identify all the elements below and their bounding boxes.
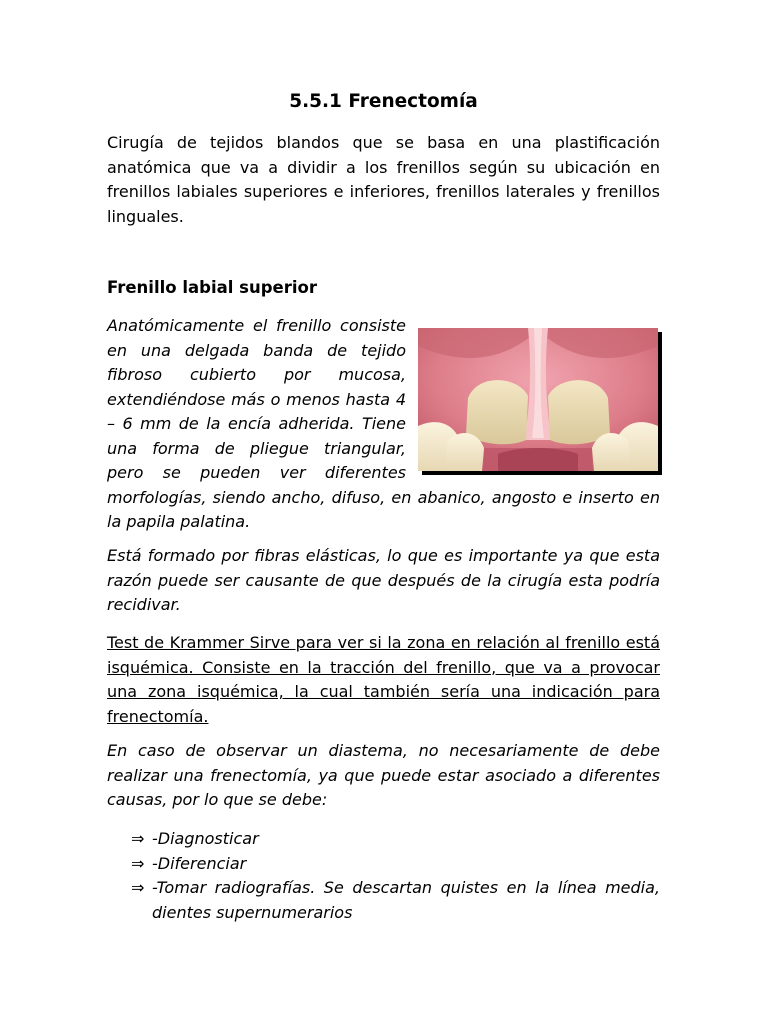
list-item bbox=[131, 876, 660, 925]
paragraph-2: Está formado por fibras elásticas, lo que es importante ya que esta razón puede ser causante de que después de la cirugía esta podría recidivar. bbox=[107, 546, 660, 614]
double-arrow-icon: ⇒ bbox=[131, 829, 145, 848]
list-item-text: -Tomar radiografías. Se descartan quistes en la línea media, dientes supernumerarios bbox=[152, 878, 660, 922]
double-arrow-icon: ⇒ bbox=[131, 853, 145, 873]
list-item-text: -Diagnosticar bbox=[152, 829, 259, 848]
list-item bbox=[131, 827, 660, 852]
paragraph-4: En caso de observar un diastema, no necesariamente de debe realizar una frenectomía, ya que puede estar asociado a diferentes causas, por lo que se debe: bbox=[107, 741, 660, 809]
paragraph-3: Test de Krammer Sirve para ver si la zona en relación al frenillo está isquémica. Consiste en la tracción del frenillo, que va a provocar una zona isquémica, la cual también sería una indicación para frenectomía. bbox=[107, 633, 660, 726]
intro-paragraph: Cirugía de tejidos blandos que se basa en una plastificación anatómica que va a dividir a los frenillos según su ubicación en frenillos labiales superiores e inferiores, frenillos laterales y frenillos linguales. bbox=[107, 133, 660, 226]
list-item-text: -Diferenciar bbox=[152, 853, 247, 873]
paragraph-1: Anatómicamente el frenillo consiste en una delgada banda de tejido fibroso cubierto por mucosa, extendiéndose más o menos hasta 4 – 6 mm de la encía adherida. Tiene una forma de pliegue triangular, pero se pueden ver diferentes morfologías, siendo ancho, difuso, en abanico, angosto e inserto en la papila palatina. bbox=[107, 316, 660, 531]
subheading: Frenillo labial superior bbox=[107, 278, 317, 297]
section-title: 5.5.1 Frenectomía bbox=[289, 91, 478, 112]
frenulum-photo bbox=[418, 328, 658, 471]
bullet-list bbox=[131, 827, 660, 925]
frenillo-description bbox=[107, 314, 660, 535]
list-item bbox=[131, 852, 660, 877]
double-arrow-icon: ⇒ bbox=[131, 878, 145, 897]
